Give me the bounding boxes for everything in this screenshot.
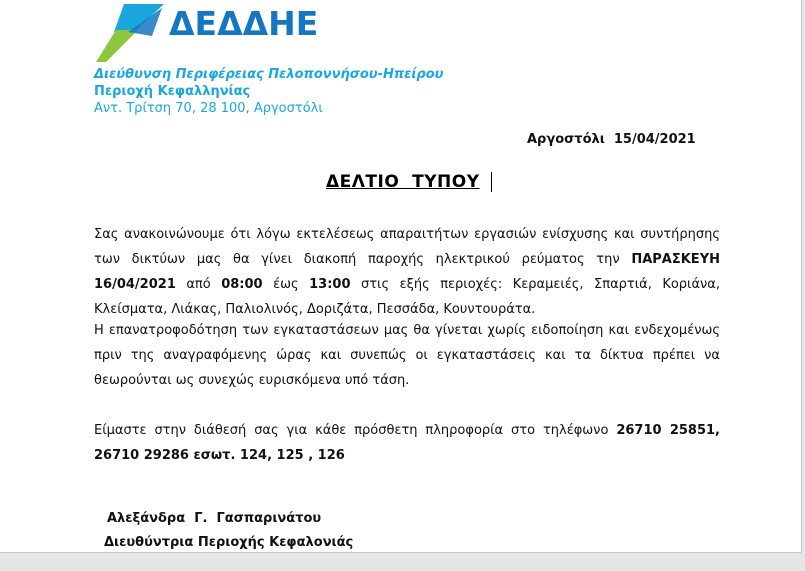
area-heading: Περιοχή Κεφαλληνίας [94,84,251,99]
text-cursor [491,172,492,192]
paragraph-line: θεωρούνται ως συνεχώς ευρισκόμενα υπό τάση. [94,373,410,388]
paragraph-line: Σας ανακοινώνουμε ότι λόγω εκτελέσεως απαραιτήτων εργασιών ενίσχυσης και συντήρησης [94,227,720,242]
text-run: στις εξής περιοχές: Κεραμειές, Σπαρτιά, Κοριάνα, [350,277,720,292]
logo-mark-icon [94,2,166,66]
phone-number: 26710 25851, [616,423,720,438]
phone-extensions: 26710 29286 εσωτ. 124, 125 , 126 [94,448,345,463]
start-time: 08:00 [221,277,263,292]
outage-date: 16/04/2021 [94,277,176,292]
paragraph-line: πριν της αναγραφόμενης ώρας και συνεπώς οι εγκαταστάσεις και τα δίκτυα πρέπει να [94,348,720,363]
paragraph-line [94,418,720,443]
end-time: 13:00 [309,277,351,292]
restoration-paragraph [94,318,720,393]
paragraph-line [94,443,720,468]
signatory-name: Αλεξάνδρα Γ. Γασπαρινάτου [107,511,322,526]
date-line: Αργοστόλι 15/04/2021 [527,132,696,147]
text-run: Είμαστε στην διάθεσή σας για κάθε πρόσθετη πληροφορία στο τηλέφωνο [94,423,617,438]
paragraph-line [94,272,720,297]
directorate-heading: Διεύθυνση Περιφέρειας Πελοποννήσου-Ηπείρου [94,67,444,82]
weekday-highlight: ΠΑΡΑΣΚΕΥΗ [631,252,720,267]
text-run: των δικτύων μας θα γίνει διακοπή παροχής ηλεκτρικού ρεύματος την [94,252,632,267]
paragraph-line [94,247,720,272]
address-line: Αντ. Τρίτση 70, 28 100, Αργοστόλι [94,101,323,116]
paragraph-line: Η επανατροφοδότηση των εγκαταστάσεων μας θα γίνεται χωρίς ειδοποίηση και ενδεχομένως [94,323,720,338]
text-run: από [175,277,222,292]
deddie-logo [94,2,319,66]
paragraph-line: Κλείσματα, Λιάκας, Παλιολινός, Δοριζάτα, Πεσσάδα, Κουντουράτα. [94,302,536,317]
signatory-role: Διευθύντρια Περιοχής Κεφαλονιάς [104,535,354,550]
logo-wordmark: ΔΕΔΔΗΕ [169,4,319,43]
announcement-paragraph [94,222,720,322]
text-run: έως [262,277,310,292]
press-release-title: ΔΕΛΤΙΟ ΤΥΠΟΥ [326,172,480,192]
contact-paragraph [94,418,720,468]
